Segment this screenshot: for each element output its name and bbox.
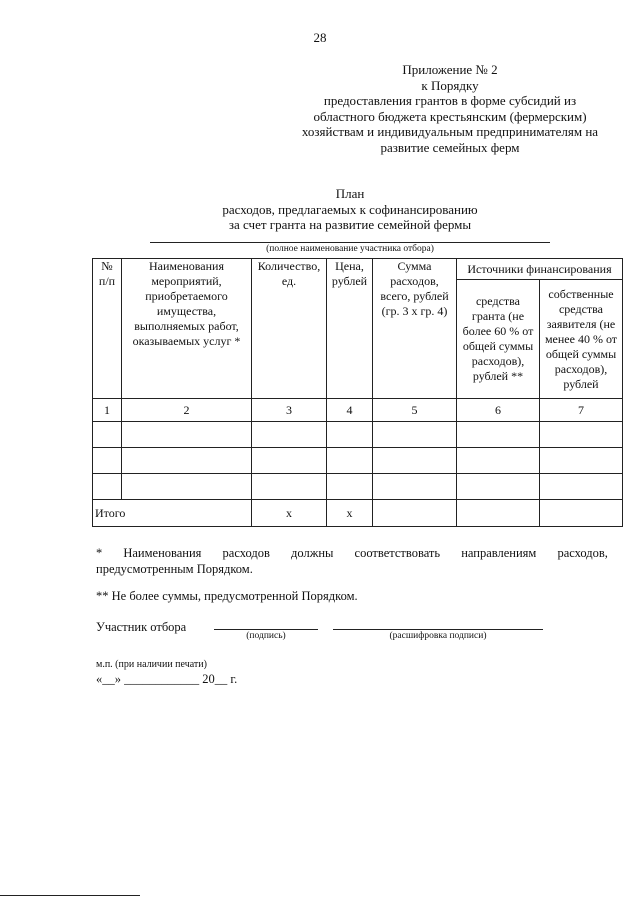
table-cell[interactable] (327, 448, 373, 474)
table-row (93, 422, 623, 448)
column-number: 5 (373, 399, 457, 422)
table-cell[interactable] (457, 422, 540, 448)
table-cell[interactable] (373, 448, 457, 474)
header-own-funds: собственные средства заявителя (не менее 40 % от общей суммы расходов), рублей (540, 280, 623, 399)
table-cell[interactable] (122, 422, 252, 448)
total-label: Итого (93, 500, 252, 527)
appendix-line: областного бюджета крестьянским (фермерским) (313, 108, 587, 124)
table-cell[interactable] (93, 474, 122, 500)
footnote-1-line-2: предусмотренным Порядком. (96, 562, 253, 576)
column-number: 4 (327, 399, 373, 422)
column-number: 6 (457, 399, 540, 422)
plan-title-line: расходов, предлагаемых к софинансированию (222, 201, 478, 217)
footnote-word: соответствовать (354, 546, 441, 560)
appendix-line: развитие семейных ферм (380, 139, 520, 155)
table-cell[interactable] (540, 474, 623, 500)
column-number: 2 (122, 399, 252, 422)
column-number: 3 (252, 399, 327, 422)
page-number: 28 (313, 30, 327, 45)
plan-title-line: за счет гранта на развитие семейной фермы (228, 217, 472, 232)
table-cell[interactable] (540, 448, 623, 474)
stamp-note: м.п. (при наличии печати) (96, 659, 207, 670)
total-row (93, 500, 623, 527)
footnote-1-line-1 (96, 545, 608, 561)
footnote-word: * (96, 546, 103, 560)
total-price: x (327, 500, 373, 527)
column-number: 1 (93, 399, 122, 422)
signature-decoding-caption: (расшифровка подписи) (389, 631, 487, 641)
column-number: 7 (540, 399, 623, 422)
table-cell[interactable] (93, 422, 122, 448)
header-quantity: Количество, ед. (252, 259, 327, 399)
total-grant[interactable] (457, 500, 540, 527)
footnote-word: направлениям (461, 546, 537, 560)
table-cell[interactable] (373, 422, 457, 448)
plan-title-line: План (335, 186, 365, 201)
table-cell[interactable] (252, 422, 327, 448)
footnote-word: расходов (222, 546, 270, 560)
table-cell[interactable] (373, 474, 457, 500)
total-quantity: x (252, 500, 327, 527)
table-cell[interactable] (252, 448, 327, 474)
table-cell[interactable] (93, 448, 122, 474)
table-cell[interactable] (252, 474, 327, 500)
header-price: Цена, рублей (327, 259, 373, 399)
participant-name-line[interactable] (150, 242, 550, 243)
appendix-header (280, 62, 620, 155)
footnote-1 (96, 545, 608, 577)
footnote-word: Наименования (123, 546, 202, 560)
table-cell[interactable] (457, 474, 540, 500)
table-row (93, 474, 623, 500)
footnote-word: должны (291, 546, 334, 560)
total-sum[interactable] (373, 500, 457, 527)
appendix-line: хозяйствам и индивидуальным предпринимателям на (301, 124, 599, 139)
plan-title (150, 186, 550, 233)
header-sum: Сумма расходов, всего, рублей (гр. 3 x гр. 4) (373, 259, 457, 399)
table-cell[interactable] (122, 474, 252, 500)
table-cell[interactable] (327, 474, 373, 500)
signature-label: Участник отбора (96, 620, 187, 634)
table-cell[interactable] (327, 422, 373, 448)
appendix-line: предоставления грантов в форме субсидий из (323, 93, 577, 108)
header-num: № п/п (93, 259, 122, 399)
footer-rule (0, 895, 140, 896)
appendix-line: к Порядку (421, 77, 479, 93)
total-own[interactable] (540, 500, 623, 527)
table-cell[interactable] (122, 448, 252, 474)
signature-line[interactable] (214, 629, 318, 630)
header-grant-funds: средства гранта (не более 60 % от общей суммы расходов), рублей ** (457, 280, 540, 399)
signature-decoding-line[interactable] (333, 629, 543, 630)
date-field[interactable]: «__» ____________ 20__ г. (96, 672, 238, 686)
participant-name-caption: (полное наименование участника отбора) (266, 244, 434, 254)
expense-plan-table (92, 258, 623, 527)
header-sources: Источники финансирования (457, 259, 623, 280)
header-name: Наименования мероприятий, приобретаемого имущества, выполняемых работ, оказываемых услуг * (122, 259, 252, 399)
signature-caption: (подпись) (246, 631, 286, 641)
table-cell[interactable] (540, 422, 623, 448)
table-cell[interactable] (457, 448, 540, 474)
table-row (93, 448, 623, 474)
footnote-2: ** Не более суммы, предусмотренной Порядком. (96, 589, 358, 603)
footnote-word: расходов, (557, 546, 608, 560)
column-number-row (93, 399, 623, 422)
appendix-line: Приложение № 2 (402, 62, 498, 77)
